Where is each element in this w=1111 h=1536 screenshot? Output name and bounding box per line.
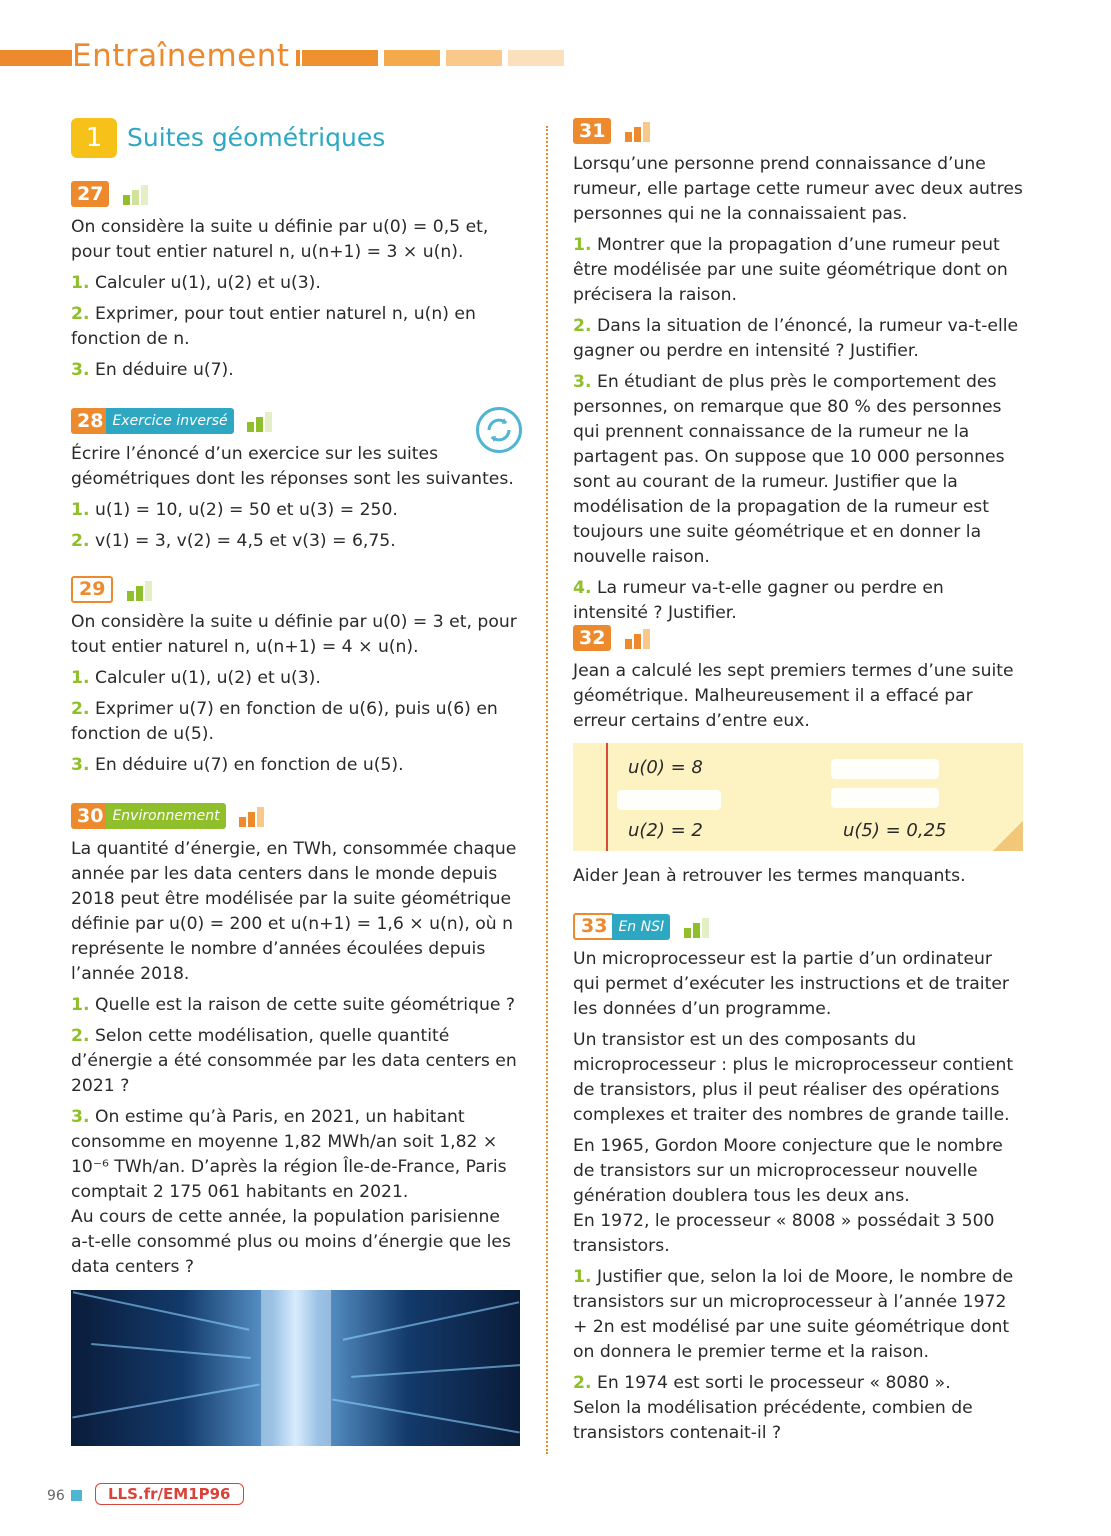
margin-line [606, 743, 608, 851]
exercise-intro: On considère la suite u définie par u(0) = 3 et, pour tout entier naturel n, u(n+1) = 4 × u(n). [71, 612, 517, 657]
difficulty-icon [247, 410, 281, 432]
exercise-32 [573, 625, 1023, 740]
question-number: 2. [71, 531, 90, 551]
question-text: Selon la modélisation précédente, combien de transistors contenait-il ? [573, 1398, 973, 1443]
question-text: Dans la situation de l’énoncé, la rumeur va-t-elle gagner ou perdre en intensité ? Justifier. [573, 316, 1019, 361]
question-number: 3. [71, 755, 90, 775]
inverse-exercise-icon [476, 407, 522, 453]
question-text: u(1) = 10, u(2) = 50 et u(3) = 250. [94, 500, 398, 520]
footer-square [71, 1490, 82, 1501]
exercise-27 [71, 181, 521, 389]
question-text: Exprimer, pour tout entier naturel n, u(n) en fonction de n. [71, 304, 476, 349]
data-center-photo [71, 1290, 520, 1446]
difficulty-icon [123, 183, 157, 205]
exercise-tag: Exercice inversé [106, 408, 233, 434]
question-text: La rumeur va-t-elle gagner ou perdre en intensité ? Justifier. [573, 578, 944, 623]
question-text: En déduire u(7). [94, 360, 234, 380]
difficulty-icon [625, 627, 659, 649]
question-number: 2. [71, 699, 90, 719]
section-heading: Suites géométriques [127, 123, 386, 152]
question-text: Calculer u(1), u(2) et u(3). [94, 668, 321, 688]
term-u2: u(2) = 2 [628, 820, 703, 841]
page-number: 96 [47, 1488, 65, 1504]
exercise-number: 31 [573, 118, 611, 144]
header-bar [384, 50, 440, 66]
exercise-outro: Aider Jean à retrouver les termes manquants. [573, 866, 966, 886]
exercise-tag: En NSI [612, 914, 670, 940]
question-number: 1. [71, 668, 90, 688]
question-number: 3. [573, 372, 592, 392]
question-text: En étudiant de plus près le comportement des personnes, on remarque que 80 % des personnes qui prennent connaissance de la rumeur ne la partagent pas. On suppose que 10 000 personnes sont au courant de la rumeur. Justifier que la modélisation de la propagation de la rumeur est toujours une suite géométrique et en donner la nouvelle raison. [573, 372, 1005, 567]
question-number: 2. [573, 1373, 592, 1393]
exercise-intro: La quantité d’énergie, en TWh, consommée chaque année par les data centers dans le monde depuis 2018 peut être modélisée par la suite géométrique définie par u(0) = 200 et u(n+1) = 1,6 × u(n), où n représente le nombre d’années écoulées depuis l’année 2018. [71, 839, 517, 984]
exercise-tag: Environnement [106, 803, 225, 829]
difficulty-icon [127, 579, 161, 601]
term-u5: u(5) = 0,25 [843, 820, 947, 841]
question-text: Calculer u(1), u(2) et u(3). [94, 273, 321, 293]
header-bar [508, 50, 564, 66]
header-bar [446, 50, 502, 66]
question-number: 2. [573, 316, 592, 336]
paragraph: En 1972, le processeur « 8008 » possédait 3 500 transistors. [573, 1211, 995, 1256]
erased-term [617, 790, 721, 810]
column-divider [546, 126, 548, 1454]
question-number: 1. [71, 500, 90, 520]
question-text: En 1974 est sorti le processeur « 8080 ». [596, 1373, 951, 1393]
page-header [0, 38, 570, 74]
question-text: Selon cette modélisation, quelle quantité d’énergie a été consommée par les data centers en 2021 ? [71, 1026, 517, 1096]
exercise-intro: Écrire l’énoncé d’un exercice sur les suites géométriques dont les réponses sont les suivantes. [71, 444, 514, 489]
question-number: 3. [71, 1107, 90, 1127]
exercise-31 [573, 118, 1023, 632]
question-number: 4. [573, 578, 592, 598]
exercise-number: 32 [573, 625, 611, 651]
term-u0: u(0) = 8 [628, 757, 703, 778]
question-text: On estime qu’à Paris, en 2021, un habitant consomme en moyenne 1,82 MWh/an soit 1,82 × 10⁻⁶ TWh/an. D’après la région Île-de-France, Paris comptait 2 175 061 habitants en 2021. [71, 1107, 507, 1202]
erased-term [831, 759, 939, 779]
exercise-number: 28 [71, 408, 109, 434]
paragraph: En 1965, Gordon Moore conjecture que le nombre de transistors sur un microprocesseur nouvelle génération doublera tous les deux ans. [573, 1136, 1003, 1206]
paragraph: Un microprocesseur est la partie d’un ordinateur qui permet d’exécuter les instructions et de traiter les données d’un programme. [573, 949, 1009, 1019]
erased-term [831, 788, 939, 808]
question-number: 2. [71, 304, 90, 324]
exercise-28 [71, 408, 521, 560]
paragraph: Un transistor est un des composants du microprocesseur : plus le microprocesseur contient de transistors, plus il peut réaliser des opérations complexes et traiter des nombres de grande taille. [573, 1030, 1014, 1125]
question-number: 3. [71, 360, 90, 380]
exercise-number: 27 [71, 181, 109, 207]
header-bar [302, 50, 378, 66]
exercise-number: 33 [573, 913, 615, 940]
erased-terms-note [573, 743, 1023, 851]
exercise-33 [573, 913, 1023, 1452]
question-text: Quelle est la raison de cette suite géométrique ? [94, 995, 516, 1015]
question-text: Justifier que, selon la loi de Moore, le nombre de transistors sur un microprocesseur à l’année 1972 + 2n est modélisé par une suite géométrique dont on donnera le premier terme et la raison. [573, 1267, 1014, 1362]
section-number: 1 [71, 118, 117, 158]
difficulty-icon [684, 916, 718, 938]
exercise-number: 29 [71, 576, 113, 603]
exercise-intro: On considère la suite u définie par u(0) = 0,5 et, pour tout entier naturel n, u(n+1) = 3 × u(n). [71, 217, 489, 262]
exercise-intro: Lorsqu’une personne prend connaissance d’une rumeur, elle partage cette rumeur avec deux autres personnes qui ne la connaissaient pas. [573, 154, 1023, 224]
exercise-32-outro [573, 864, 1023, 895]
question-text: Au cours de cette année, la population parisienne a-t-elle consommé plus ou moins d’énergie que les data centers ? [71, 1207, 511, 1277]
page-title: Entraînement [72, 38, 296, 74]
question-number: 1. [573, 235, 592, 255]
exercise-intro: Jean a calculé les sept premiers termes d’une suite géométrique. Malheureusement il a effacé par erreur certains d’entre eux. [573, 661, 1014, 731]
exercise-30 [71, 803, 521, 1286]
exercise-29 [71, 576, 521, 784]
resource-link[interactable]: LLS.fr/EM1P96 [95, 1483, 244, 1505]
difficulty-icon [625, 120, 659, 142]
difficulty-icon [239, 805, 273, 827]
question-text: Exprimer u(7) en fonction de u(6), puis u(6) en fonction de u(5). [71, 699, 498, 744]
page-fold [993, 821, 1023, 851]
exercise-number: 30 [71, 803, 109, 829]
question-number: 2. [71, 1026, 90, 1046]
question-text: Montrer que la propagation d’une rumeur peut être modélisée par une suite géométrique dont on précisera la raison. [573, 235, 1008, 305]
question-text: En déduire u(7) en fonction de u(5). [94, 755, 404, 775]
question-text: v(1) = 3, v(2) = 4,5 et v(3) = 6,75. [94, 531, 396, 551]
question-number: 1. [573, 1267, 592, 1287]
question-number: 1. [71, 995, 90, 1015]
question-number: 1. [71, 273, 90, 293]
